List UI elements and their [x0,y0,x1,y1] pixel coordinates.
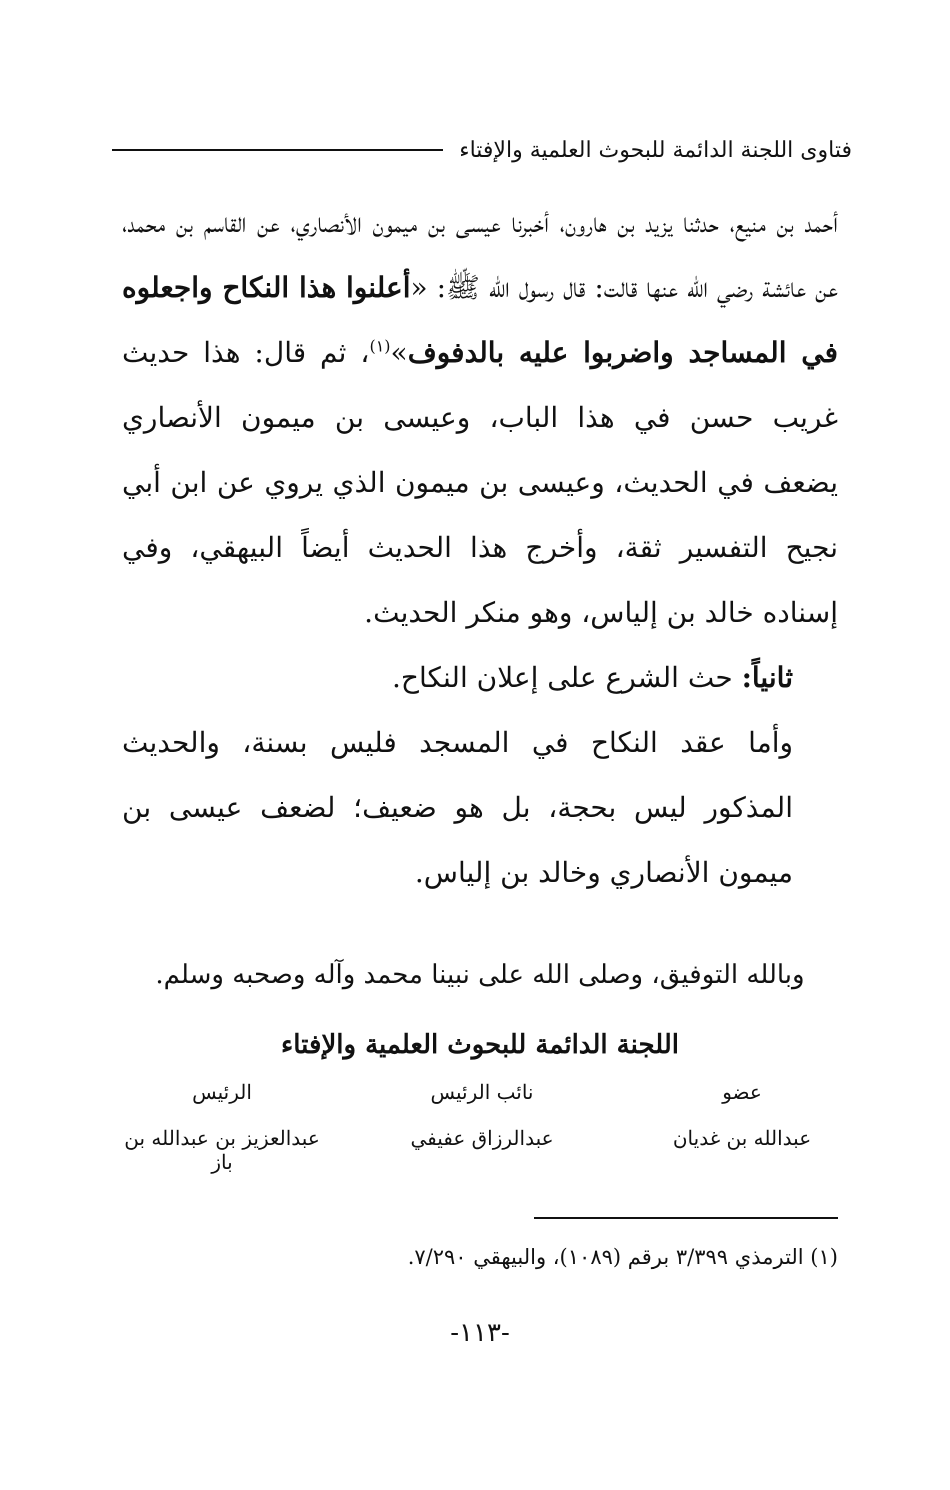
running-header [112,130,852,170]
signatory-member [632,1080,852,1160]
hadith-close-quote: » [390,336,408,369]
signatory-name: عبدالله بن غديان [672,1126,812,1150]
second-point-label: ثانياً: [741,661,793,694]
footnote-reference: (١) [369,336,391,356]
paragraph-hadith [122,190,838,645]
signatory-name: عبدالعزيز بن عبدالله بن باز [124,1126,320,1174]
paragraph-second-point [122,645,838,710]
signatory-vice-president [372,1080,592,1160]
committee-name: اللجنة الدائمة للبحوث العلمية والإفتاء [281,1030,679,1060]
running-header-title: فتاوى اللجنة الدائمة للبحوث العلمية والإفتاء [459,137,852,163]
paragraph-mosque-ruling: وأما عقد النكاح في المسجد فليس بسنة، والحديث المذكور ليس بحجة، بل هو ضعيف؛ لضعف عيسى بن ميمون الأنصاري وخالد بن إلياس. [122,726,793,889]
signatories [112,1080,852,1174]
header-rule [112,149,443,151]
signatory-name: عبدالرزاق عفيفي [410,1126,554,1150]
body-text [122,190,838,905]
footnote-rule [534,1217,838,1219]
hadith-commentary: ، ثم قال: هذا حديث غريب حسن في هذا الباب، وعيسى بن ميمون الأنصاري يضعف في الحديث، وعيسى بن ميمون الذي يروي عن ابن أبي نجيح التفسير ثقة، وأخرج هذا الحديث أيضاً البيهقي، وفي إسناده خالد بن إلياس، وهو منكر الحديث. [122,336,838,629]
hadith-chain: أحمد بن منيع، حدثنا يزيد بن هارون، أخبرنا عيسى بن ميمون الأنصاري، عن القاسم بن محمد، عن عائشة رضي الله عنها قالت: قال رسول الله ﷺ: « [122,206,838,304]
signatory-president [112,1080,332,1174]
signatory-role: عضو [722,1080,762,1104]
footnote: (١) الترمذي ٣/٣٩٩ برقم (١٠٨٩)، والبيهقي ٧/٢٩٠. [407,1245,838,1269]
signatory-role: نائب الرئيس [430,1080,534,1104]
closing-line: وبالله التوفيق، وصلى الله على نبينا محمد وآله وصحبه وسلم. [155,960,805,990]
second-point-text: حث الشرع على إعلان النكاح. [392,661,742,694]
signatory-role: الرئيس [192,1080,252,1104]
hadith-text: أعلنوا هذا النكاح واجعلوه في المساجد واضربوا عليه بالدفوف [122,271,838,369]
page-number: -١١٣- [450,1318,510,1348]
